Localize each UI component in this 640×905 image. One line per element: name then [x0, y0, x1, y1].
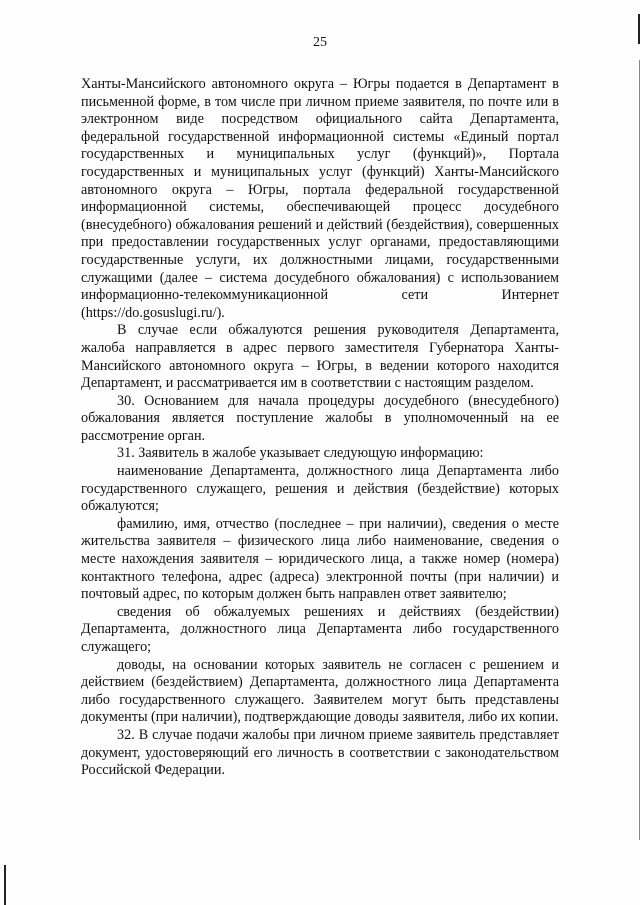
document-body	[81, 76, 559, 780]
paragraph: фамилию, имя, отчество (последнее – при наличии), сведения о месте жительства заявителя – физического лица либо наименование, сведения о месте нахождения заявителя – юридического лица, а также номер (номера) контактного телефона, адрес (адреса) электронной почты (при наличии) и почтовый адрес, по которым должен быть направлен ответ заявителю;	[81, 515, 559, 603]
paragraph: В случае если обжалуются решения руководителя Департамента, жалоба направляется в адрес первого заместителя Губернатора Ханты-Мансийского автономного округа – Югры, в ведении которого находится Департамент, и рассматривается им в соответствии с настоящим разделом.	[81, 322, 559, 392]
paragraph: сведения об обжалуемых решениях и действиях (бездействии) Департамента, должностного лица Департамента либо государственного служащего;	[81, 603, 559, 655]
paragraph: доводы, на основании которых заявитель не согласен с решением и действием (бездействием) Департамента, должностного лица Департамента либо государственного служащего. Заявителем могут быть представлены документы (при наличии), подтверждающие доводы заявителя, либо их копии.	[81, 656, 559, 726]
scan-edge-mark	[4, 865, 6, 905]
paragraph: 31. Заявитель в жалобе указывает следующую информацию:	[117, 445, 484, 462]
page-number: 25	[313, 35, 327, 50]
paragraph: наименование Департамента, должностного лица Департамента либо государственного служащего, решения и действия (бездействие) которых обжалуются;	[81, 463, 559, 515]
paragraph: 30. Основанием для начала процедуры досудебного (внесудебного) обжалования является поступление жалобы в уполномоченный на ее рассмотрение орган.	[81, 392, 559, 444]
paragraph: 32. В случае подачи жалобы при личном приеме заявитель представляет документ, удостоверяющий его личность в соответствии с законодательством Российской Федерации.	[81, 726, 559, 779]
paragraph: Ханты-Мансийского автономного округа – Югры подается в Департамент в письменной форме, в том числе при личном приеме заявителя, по почте или в электронном виде посредством официального сайта Департамента, федеральной государственной информационной системы «Единый портал государственных и муниципальных услуг (функций)», Портала государственных и муниципальных услуг (функций) Ханты-Мансийского автономного округа – Югры, портала федеральной государственной информационной системы, обеспечивающей процесс досудебного (внесудебного) обжалования решений и действий (бездействия), совершенных при предоставлении государственных услуг органами, предоставляющими государственные услуги, их должностными лицами, государственными служащими (далее – система досудебного обжалования) с использованием информационно-телекоммуникационной сети Интернет (https://do.gosuslugi.ru/).	[81, 76, 559, 321]
